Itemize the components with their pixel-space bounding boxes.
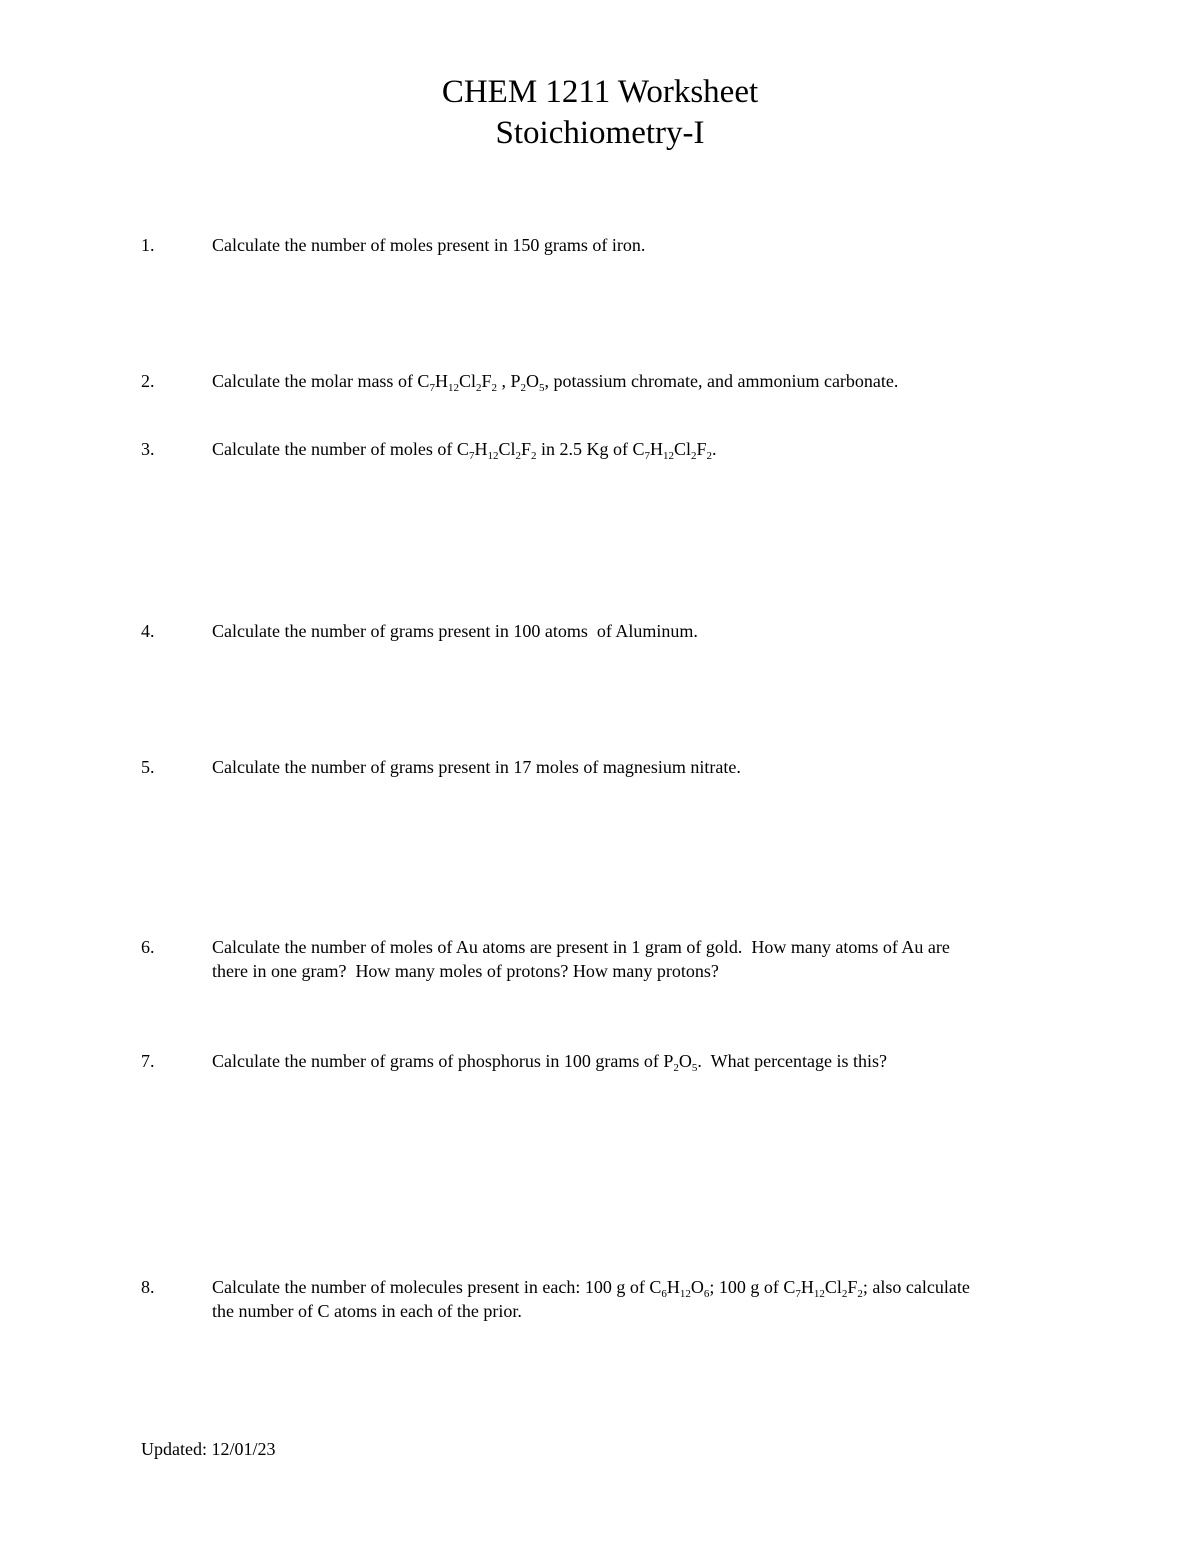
text-run: Calculate the number of molecules present in each: 100 g of C (212, 1277, 662, 1297)
question-number: 6. (141, 937, 155, 957)
question-text (212, 1275, 1072, 1323)
question-number: 4. (141, 621, 155, 641)
question-number: 7. (141, 1051, 155, 1071)
text-run: Calculate the number of grams of phosphorus in 100 grams of P (212, 1051, 674, 1071)
subscript: 2 (857, 1288, 863, 1300)
text-run: Cl (673, 439, 691, 459)
updated-date: Updated: 12/01/23 (141, 1439, 276, 1459)
text-run: , potassium chromate, and ammonium carbonate. (544, 371, 899, 391)
question-text: Calculate the number of grams present in 100 atoms of Aluminum. (212, 621, 698, 641)
subscript: 2 (491, 382, 497, 394)
subscript: 5 (691, 1062, 698, 1074)
text-run: in 2.5 Kg of C (536, 439, 645, 459)
text-run: O (678, 1051, 692, 1071)
text-run: O (526, 371, 539, 391)
subscript: 7 (429, 382, 435, 394)
text-run: H (666, 1277, 680, 1297)
text-run: H (800, 1277, 814, 1297)
page-subtitle: Stoichiometry-I (495, 115, 705, 151)
text-run: Cl (824, 1277, 842, 1297)
text-run: Cl (458, 371, 476, 391)
subscript: 12 (487, 450, 499, 462)
subscript: 6 (661, 1288, 667, 1300)
question-text: Calculate the number of moles present in 150 grams of iron. (212, 235, 646, 255)
text-run: F (847, 1277, 858, 1297)
text-run: Calculate the molar mass of C (212, 371, 430, 391)
text-run: Cl (498, 439, 516, 459)
subscript: 2 (520, 382, 526, 394)
question-number: 2. (141, 371, 155, 391)
text-run: ; also calculate (862, 1277, 970, 1297)
subscript: 7 (644, 450, 650, 462)
subscript: 2 (706, 450, 712, 462)
subscript: 2 (475, 382, 482, 394)
text-run: . (712, 439, 717, 459)
question-text (212, 437, 1072, 461)
text-run: Calculate the number of moles of C (212, 439, 469, 459)
subscript: 2 (530, 450, 537, 462)
text-run: , P (496, 371, 521, 391)
text-line: the number of C atoms in each of the prior. (212, 1301, 522, 1321)
text-run: O (690, 1277, 704, 1297)
subscript: 5 (539, 382, 545, 394)
text-run: F (481, 371, 492, 391)
text-run: . What percentage is this? (697, 1051, 888, 1071)
question-number: 5. (141, 757, 155, 777)
text-run: F (696, 439, 707, 459)
subscript: 12 (813, 1288, 825, 1300)
subscript: 6 (703, 1288, 710, 1300)
page-title: CHEM 1211 Worksheet (441, 74, 759, 110)
text-run: H (474, 439, 488, 459)
subscript: 12 (447, 382, 459, 394)
text-run: H (649, 439, 663, 459)
question-number: 3. (141, 439, 155, 459)
subscript: 2 (673, 1062, 679, 1074)
text-run: H (434, 371, 448, 391)
question-text (212, 369, 1072, 393)
text-run: ; 100 g of C (709, 1277, 796, 1297)
subscript: 12 (662, 450, 674, 462)
subscript: 7 (468, 450, 475, 462)
subscript: 2 (690, 450, 697, 462)
subscript: 2 (515, 450, 521, 462)
text-run: F (520, 439, 531, 459)
question-number: 8. (141, 1277, 155, 1297)
subscript: 2 (841, 1288, 848, 1300)
text-line: there in one gram? How many moles of protons? How many protons? (212, 961, 719, 981)
question-number: 1. (141, 235, 155, 255)
question-text (212, 935, 1072, 983)
question-text: Calculate the number of grams present in 17 moles of magnesium nitrate. (212, 757, 741, 777)
subscript: 7 (795, 1288, 801, 1300)
text-line: Calculate the number of moles of Au atoms are present in 1 gram of gold. How many atoms of Au are (212, 937, 950, 957)
subscript: 12 (679, 1288, 691, 1300)
question-text (212, 1049, 1072, 1073)
